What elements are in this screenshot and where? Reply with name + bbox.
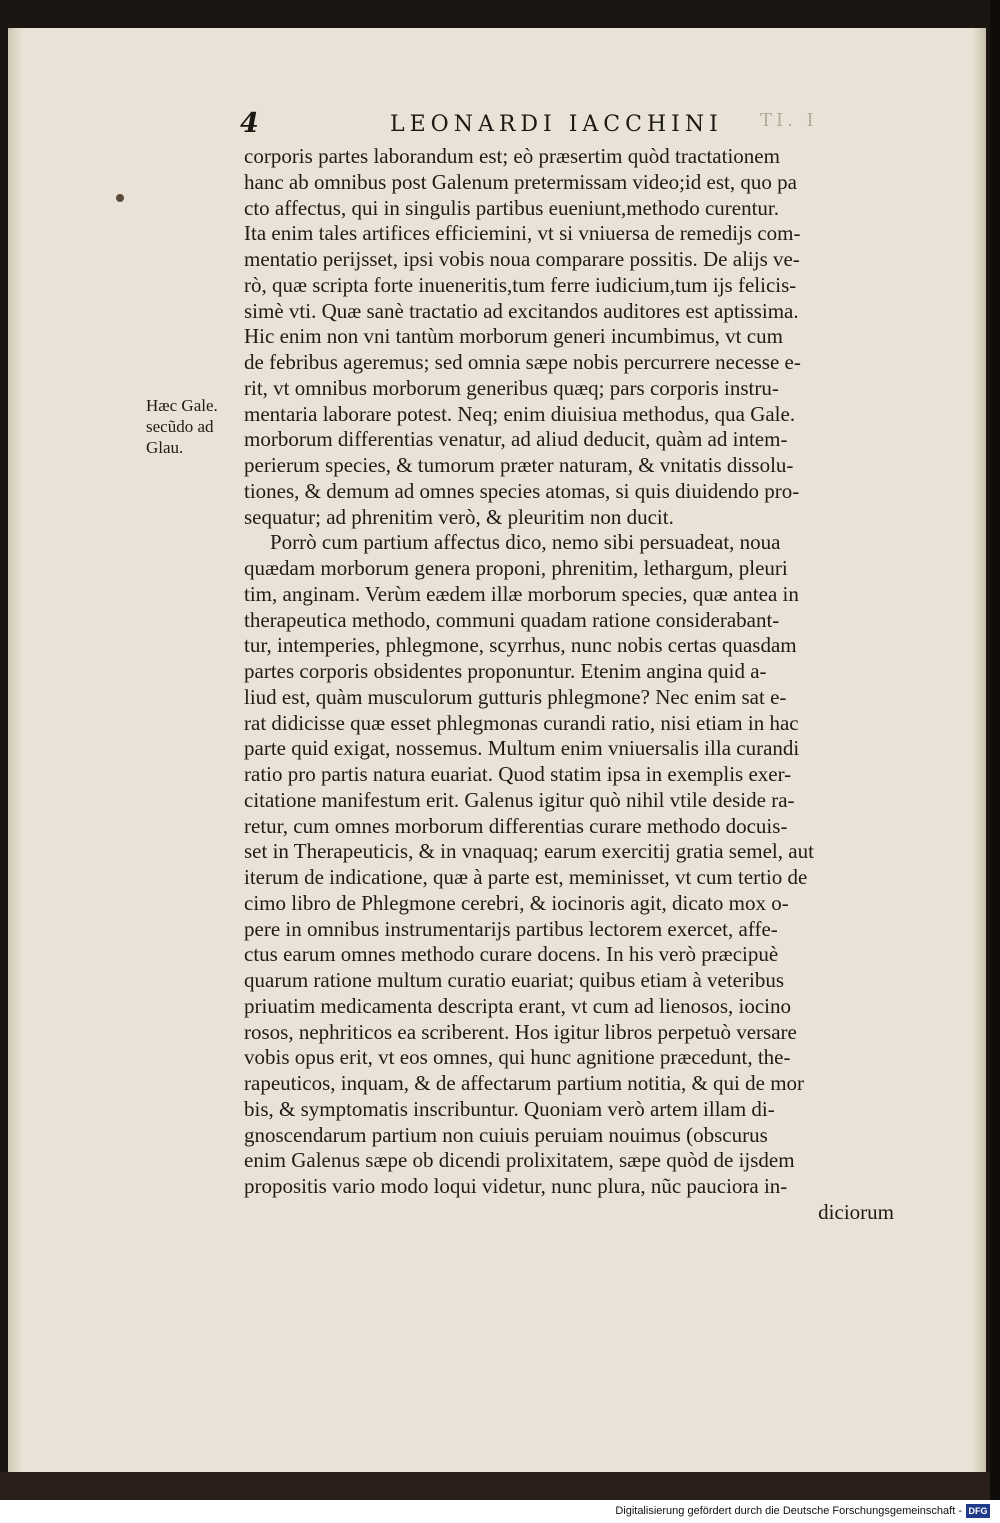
digitization-footer: [0, 1500, 1000, 1523]
text-line: rosos, nephriticos ea scriberent. Hos igitur libros perpetuò versare: [244, 1019, 797, 1044]
text-line: quædam morborum genera proponi, phrenitim, lethargum, pleuri: [244, 556, 788, 580]
text-line: perierum species, & tumorum præter naturam, & vnitatis dissolu-: [244, 453, 794, 477]
page-gutter-shadow: [8, 28, 22, 1480]
text-line: rit, vt omnibus morborum generibus quæq; pars corporis instru-: [244, 375, 779, 400]
dfg-logo: DFG: [966, 1504, 990, 1518]
text-line: retur, cum omnes morborum differentias curare methodo docuis-: [244, 813, 788, 838]
text-line: cimo libro de Phlegmone cerebri, & iocinoris agit, dicato mox o-: [244, 890, 789, 915]
text-line: priuatim medicamenta descripta erant, vt cum ad lienosos, iocino: [244, 993, 791, 1018]
text-line: set in Therapeuticis, & in vnaquaq; earum exercitij gratia semel, aut: [244, 839, 814, 864]
marginal-line: Hæc Gale.: [146, 396, 218, 415]
text-line: cto affectus, qui in singulis partibus eueniunt,methodo curentur.: [244, 195, 780, 220]
text-line: citatione manifestum erit. Galenus igitur quò nihil vtile deside ra-: [244, 787, 795, 812]
paragraph-first-line: Porrò cum partium affectus dico, nemo sibi persuadeat, noua: [270, 530, 781, 555]
funding-credit: Digitalisierung gefördert durch die Deutsche Forschungsgemeinschaft -: [615, 1505, 962, 1517]
bleed-through-text: TI. I: [760, 110, 818, 131]
text-line: tim, anginam. Verùm eædem illæ morborum species, quæ antea in: [244, 581, 799, 606]
body-text: [244, 144, 894, 1226]
text-line: enim Galenus sæpe ob dicendi prolixitatem, sæpe quòd de ijsdem: [244, 1148, 795, 1173]
text-line: mentatio perijsset, ipsi vobis noua comparare possitis. De alijs ve-: [244, 247, 800, 271]
running-head: [240, 108, 900, 148]
text-line: Ita enim tales artifices efficiemini, vt si vniuersa de remedijs com-: [244, 221, 801, 246]
text-line: parte quid exigat, nossemus. Multum enim vniuersalis illa curandi: [244, 736, 800, 761]
text-line: sequatur; ad phrenitim verò, & pleuritim non ducit.: [244, 504, 674, 529]
marginal-note: [146, 395, 241, 458]
text-line: quarum ratione multum curatio euariat; quibus etiam à veteribus: [244, 968, 785, 992]
text-line: vobis opus erit, vt eos omnes, qui hunc agnitione præcedunt, the-: [244, 1045, 791, 1070]
text-line: propositis vario modo loqui videtur, nunc plura, nũc pauciora in-: [244, 1174, 788, 1198]
text-line: tur, intemperies, phlegmone, scyrrhus, nunc nobis certas quasdam: [244, 633, 797, 658]
text-line: corporis partes laborandum est; eò præsertim quòd tractationem: [244, 144, 780, 168]
marginal-line: secũdo ad: [146, 417, 214, 436]
text-line: liud est, quàm musculorum gutturis phlegmone? Nec enim sat e-: [244, 684, 787, 709]
text-line: iterum de indicatione, quæ à parte est, meminisset, vt cum tertio de: [244, 865, 808, 889]
text-line: hanc ab omnibus post Galenum pretermissam video;id est, quo pa: [244, 169, 797, 194]
text-line: Hic enim non vni tantùm morborum generi incumbimus, vt cum: [244, 324, 783, 349]
text-line: ratio pro partis natura euariat. Quod statim ipsa in exemplis exer-: [244, 762, 792, 786]
marginal-line: Glau.: [146, 438, 184, 457]
text-line: morborum differentias venatur, ad aliud deducit, quàm ad intem-: [244, 427, 788, 452]
scan-bottom-edge: [0, 1472, 1000, 1500]
text-line: rapeuticos, inquam, & de affectarum partium notitia, & qui de mor: [244, 1071, 805, 1095]
ink-spot: [116, 194, 124, 202]
scan-right-edge: [990, 0, 1000, 1500]
page-number: 4: [240, 108, 259, 139]
running-title: LEONARDI IACCHINI: [390, 112, 723, 137]
text-line: bis, & symptomatis inscribuntur. Quoniam verò artem illam di-: [244, 1096, 775, 1121]
page-edge-shadow: [972, 28, 986, 1480]
text-line: simè vti. Quæ sanè tractatio ad excitandos auditores est aptissima.: [244, 298, 799, 323]
text-line: pere in omnibus instrumentarijs partibus lectorem exercet, affe-: [244, 916, 778, 941]
text-line: therapeutica methodo, communi quadam ratione considerabant-: [244, 607, 780, 632]
text-line: rat didicisse quæ esset phlegmonas curandi ratio, nisi etiam in hac: [244, 710, 799, 735]
text-line: mentaria laborare potest. Neq; enim diuisiua methodus, qua Gale.: [244, 401, 796, 426]
text-line: gnoscendarum partium non cuiuis peruiam nouimus (obscurus: [244, 1122, 768, 1147]
text-line: tiones, & demum ad omnes species atomas, si quis diuidendo pro-: [244, 478, 800, 503]
catchword: diciorum: [818, 1199, 894, 1224]
text-line: ctus earum omnes methodo curare docens. In his verò præcipuè: [244, 942, 779, 967]
text-line: de febribus ageremus; sed omnia sæpe nobis percurrere necesse e-: [244, 350, 801, 374]
text-line: rò, quæ scripta forte inueneritis,tum ferre iudicium,tum ijs felicis-: [244, 272, 797, 297]
text-line: partes corporis obsidentes proponuntur. Etenim angina quid a-: [244, 659, 767, 683]
